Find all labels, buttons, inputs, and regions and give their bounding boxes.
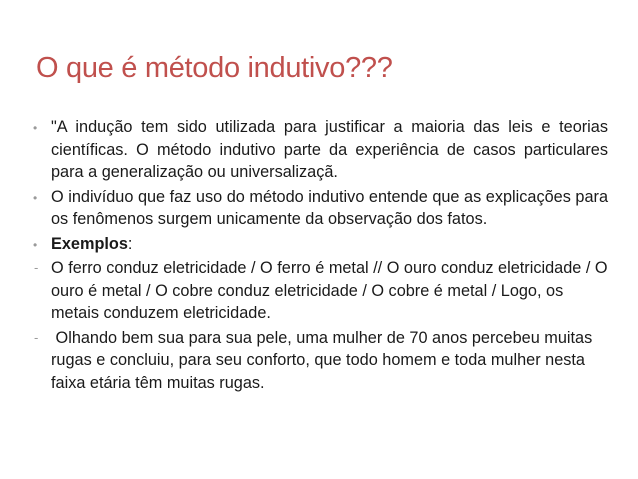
bullet-marker: •	[33, 237, 38, 252]
bullet-marker: •	[33, 190, 38, 205]
example-text: O ferro conduz eletricidade / O ferro é metal // O ouro conduz eletricidade / O ouro é metal / O cobre conduz eletricidade / O cobre é metal / Logo, os metais conduzem eletricidade.	[51, 259, 608, 322]
bullet-text: O indivíduo que faz uso do método indutivo entende que as explicações para os fenômenos surgem unicamente da observação dos fatos.	[51, 187, 608, 228]
examples-colon: :	[127, 234, 133, 253]
example-item-metals	[32, 257, 608, 325]
slide-title: O que é método indutivo???	[36, 52, 393, 84]
example-item-wrinkles	[32, 327, 608, 395]
bullet-item-examples	[32, 233, 608, 256]
dash-marker: -	[34, 329, 39, 345]
examples-heading: Exemplos	[51, 234, 128, 253]
bullet-marker: •	[33, 121, 38, 135]
dash-marker: -	[34, 260, 39, 275]
example-text: Olhando bem sua para sua pele, uma mulher de 70 anos percebeu muitas rugas e concluiu, para seu conforto, que todo homem e toda mulher nesta faixa etária têm muitas rugas.	[51, 328, 597, 392]
bullet-item-definition	[32, 116, 608, 184]
bullet-list	[32, 116, 608, 396]
bullet-item-individual	[32, 186, 608, 231]
bullet-text: "A indução tem sido utilizada para justificar a maioria das leis e teorias científicas. O método indutivo parte da experiência de casos particulares para a generalização ou universalizaçã.	[51, 118, 608, 181]
